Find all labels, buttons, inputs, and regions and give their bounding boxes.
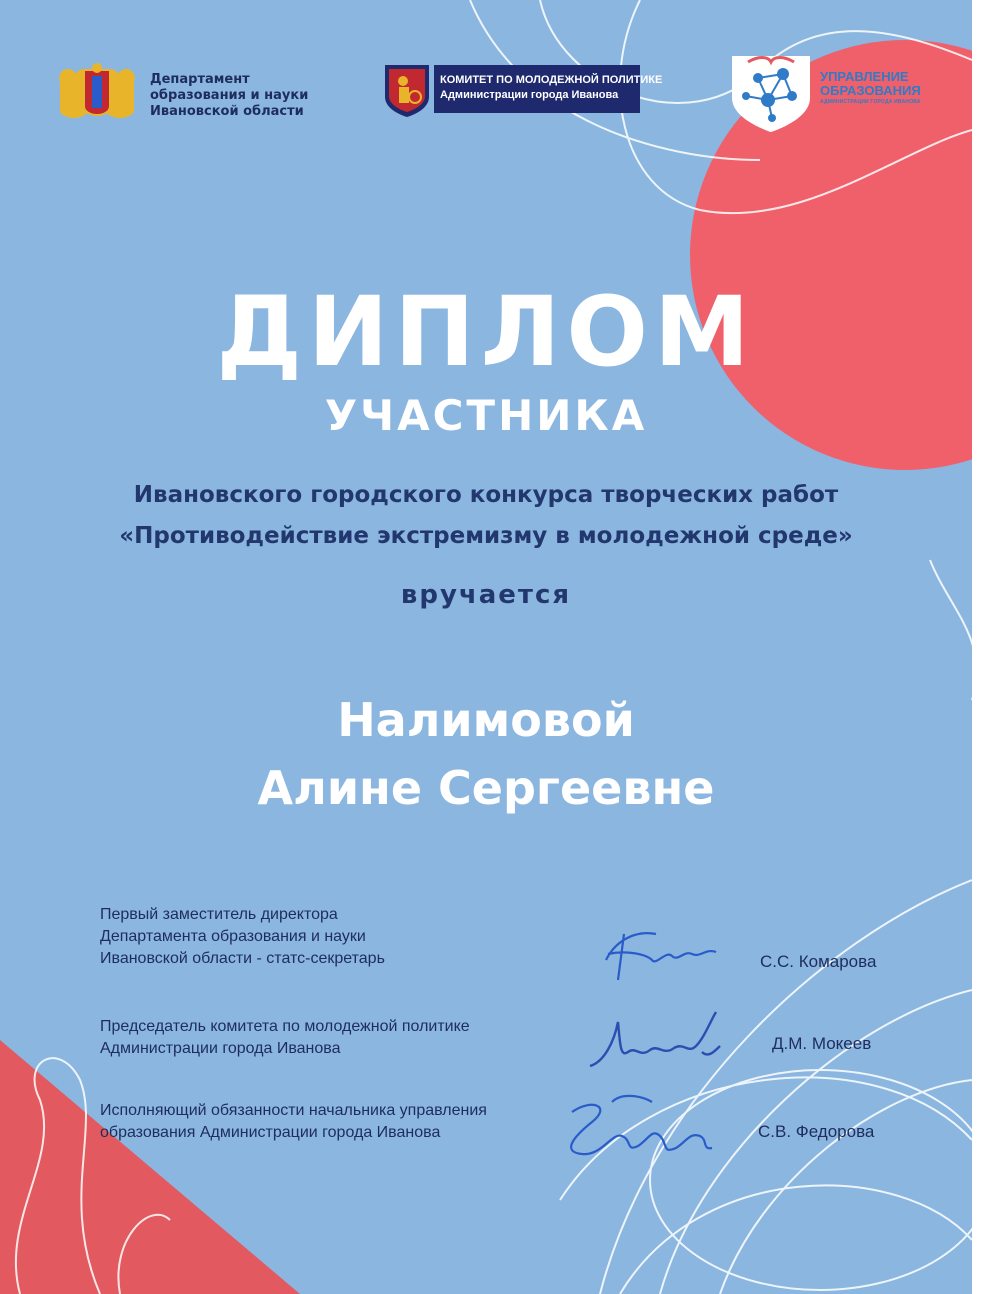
diploma-title: ДИПЛОМ [216, 276, 756, 388]
recipient-surname: Налимовой [337, 693, 635, 747]
signatory-3-role: Исполняющий обязанности начальника управления образования Администрации города Иванова [100, 1102, 487, 1141]
signatory-1-role: Первый заместитель директора Департамента образования и науки Ивановской области - статс-секретарь [100, 906, 385, 967]
signatory-2-role: Председатель комитета по молодежной политике Администрации города Иванова [100, 1018, 470, 1057]
signature-3 [552, 1092, 722, 1176]
signatory-1-name: С.С. Комарова [760, 952, 877, 971]
ivanovo-city-emblem-icon [383, 63, 431, 117]
ivanovo-coat-of-arms-icon [52, 62, 142, 126]
signatory-3-name: С.В. Федорова [758, 1122, 875, 1141]
red-corner-decoration [0, 1040, 300, 1294]
signatory-2-name: Д.М. Мокеев [772, 1034, 872, 1053]
education-department-name: УПРАВЛЕНИЕ ОБРАЗОВАНИЯ АДМИНИСТРАЦИИ ГОРОДА ИВАНОВА [820, 69, 921, 105]
awarded-label: вручается [400, 580, 572, 610]
department-name: Департамент образования и науки Ивановской области [150, 72, 309, 119]
contest-line-2: «Противодействие экстремизму в молодежной среде» [119, 523, 853, 549]
contest-line-1: Ивановского городского конкурса творческих работ [133, 482, 839, 508]
recipient-given-names: Алине Сергеевне [257, 761, 715, 815]
committee-name: КОМИТЕТ ПО МОЛОДЕЖНОЙ ПОЛИТИКЕ Администрации города Иванова [434, 65, 640, 113]
diploma-subtitle: УЧАСТНИКА [324, 391, 648, 440]
signature-1 [596, 920, 726, 990]
signature-2 [584, 1002, 734, 1082]
education-network-icon [728, 48, 814, 134]
